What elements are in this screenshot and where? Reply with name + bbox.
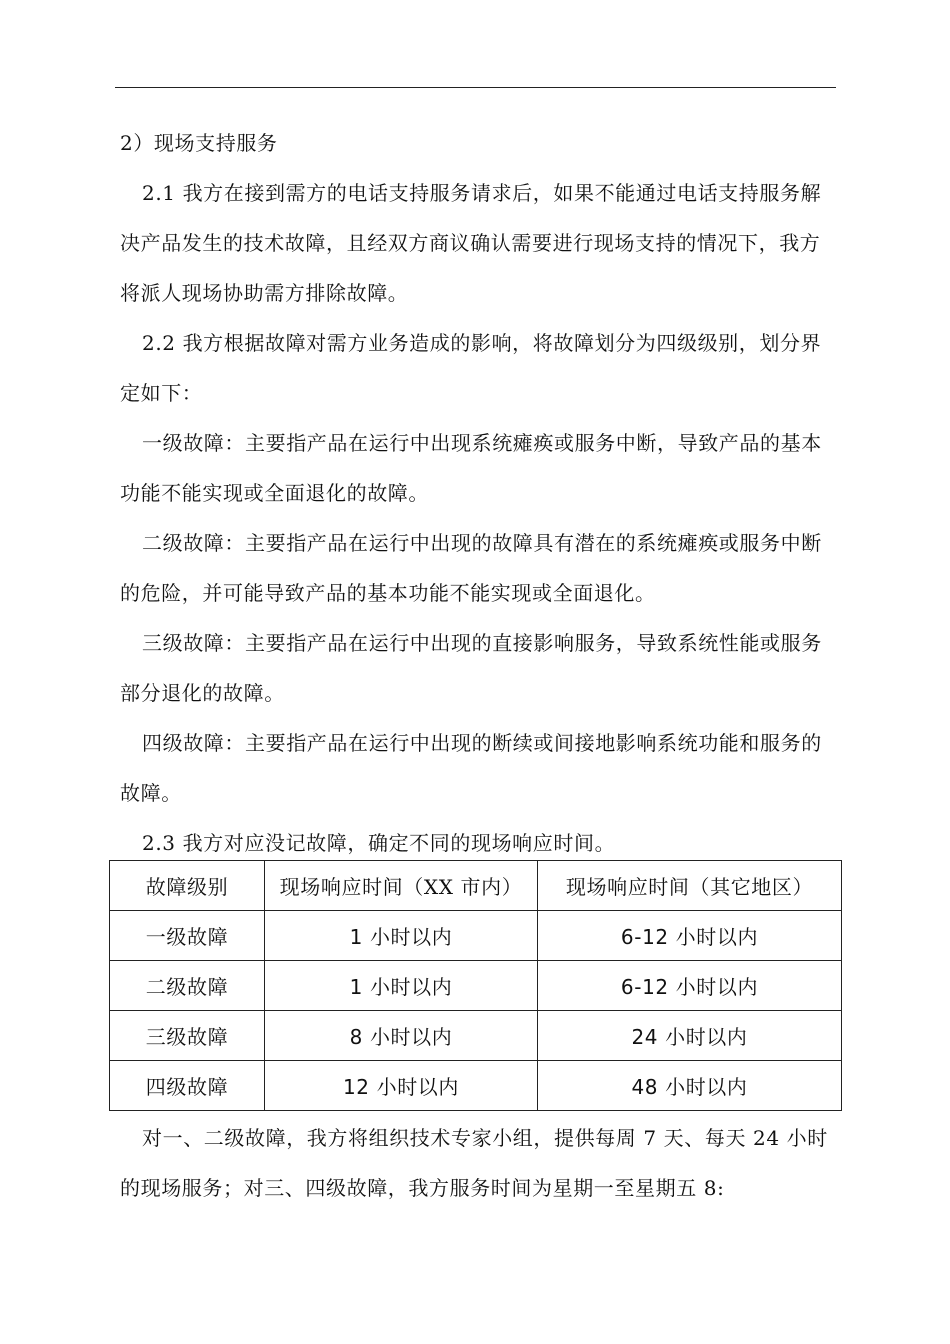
table-cell-level: 四级故障: [110, 1061, 265, 1111]
paragraph-level-2: 二级故障：主要指产品在运行中出现的故障具有潜在的系统瘫痪或服务中断的危险，并可能导致产品的基本功能不能实现或全面退化。: [120, 531, 822, 605]
closing-section: [120, 1113, 835, 1213]
paragraph-level-1: 一级故障：主要指产品在运行中出现系统瘫痪或服务中断，导致产品的基本功能不能实现或全面退化的故障。: [120, 431, 822, 505]
table-header-local: 现场响应时间（XX 市内）: [265, 861, 538, 911]
table-cell-level: 三级故障: [110, 1011, 265, 1061]
table-row: [110, 1061, 842, 1111]
table-row: [110, 961, 842, 1011]
table-header-other: 现场响应时间（其它地区）: [538, 861, 842, 911]
header-rule: [115, 87, 836, 88]
paragraph-level-4: 四级故障：主要指产品在运行中出现的断续或间接地影响系统功能和服务的故障。: [120, 731, 822, 805]
table-cell-other: 24 小时以内: [538, 1011, 842, 1061]
table-cell-local: 12 小时以内: [265, 1061, 538, 1111]
table-row: [110, 911, 842, 961]
table-cell-other: 6-12 小时以内: [538, 961, 842, 1011]
section-heading: 2）现场支持服务: [120, 131, 278, 155]
table-cell-level: 二级故障: [110, 961, 265, 1011]
table-cell-local: 1 小时以内: [265, 911, 538, 961]
table-cell-local: 1 小时以内: [265, 961, 538, 1011]
closing-paragraph: 对一、二级故障，我方将组织技术专家小组，提供每周 7 天、每天 24 小时的现场服务；对三、四级故障，我方服务时间为星期一至星期五 8:: [120, 1126, 828, 1200]
table-header-row: [110, 861, 842, 911]
document-body: [120, 118, 835, 868]
table-cell-other: 48 小时以内: [538, 1061, 842, 1111]
paragraph-level-3: 三级故障：主要指产品在运行中出现的直接影响服务，导致系统性能或服务部分退化的故障。: [120, 631, 822, 705]
table-cell-local: 8 小时以内: [265, 1011, 538, 1061]
table-cell-level: 一级故障: [110, 911, 265, 961]
table-cell-other: 6-12 小时以内: [538, 911, 842, 961]
paragraph-2-1: 2.1 我方在接到需方的电话支持服务请求后，如果不能通过电话支持服务解决产品发生的技术故障，且经双方商议确认需要进行现场支持的情况下，我方将派人现场协助需方排除故障。: [120, 181, 822, 305]
table-header-level: 故障级别: [110, 861, 265, 911]
response-time-table: [109, 860, 842, 1111]
table-row: [110, 1011, 842, 1061]
paragraph-2-2: 2.2 我方根据故障对需方业务造成的影响，将故障划分为四级级别，划分界定如下：: [120, 331, 822, 405]
paragraph-2-3: 2.3 我方对应没记故障，确定不同的现场响应时间。: [142, 831, 616, 855]
